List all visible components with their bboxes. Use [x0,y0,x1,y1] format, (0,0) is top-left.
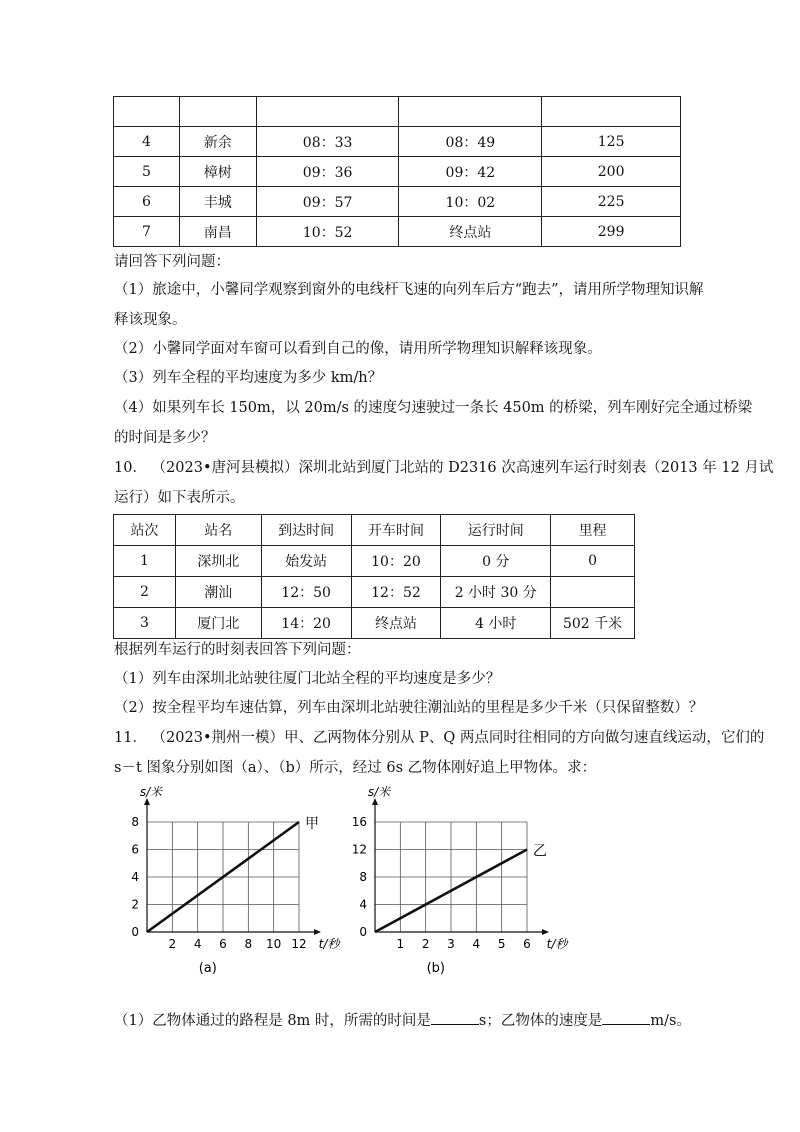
origin-label: 0 [131,925,139,939]
y-tick-label: 8 [359,870,367,884]
q10-sub1: （1）列车由深圳北站驶往厦门北站全程的平均速度是多少？ [114,671,501,687]
chart-caption: (a) [198,961,217,976]
x-tick-label: 2 [168,937,177,951]
x-tick-label: 3 [447,937,455,951]
x-tick-label: 2 [421,937,430,951]
table-row [114,97,681,127]
answer-blank[interactable] [431,1010,479,1025]
y-tick-label: 4 [359,897,367,912]
table-header-row [114,515,635,546]
column-header: 里程 [551,515,635,546]
table-row: 6 丰城 09：57 10：02 225 [114,187,681,217]
column-header: 站名 [175,515,261,546]
x-tick-label: 6 [523,937,531,951]
x-tick-label: 6 [219,937,227,951]
q9-sub2: （2）小馨同学面对车窗可以看到自己的像，请用所学物理知识解释该现象。 [114,341,602,357]
chart-a [110,785,350,985]
q9-prompt: 请回答下列问题： [114,254,230,270]
q11-sub1: （1）乙物体通过的路程是 8m 时，所需的时间是 s；乙物体的速度是 m/s。 [114,1010,691,1031]
q9-sub4-cont: 的时间是多少？ [114,430,216,446]
y-axis-label: s/米 [139,785,163,799]
y-tick-label: 6 [131,842,139,857]
q10-sub2: （2）按全程平均车速估算，列车由深圳北站驶往潮汕站的里程是多少千米（只保留整数）？ [114,700,704,716]
chart-caption: (b) [426,961,446,976]
timetable-continued [113,96,681,247]
q10-prompt: 根据列车运行的时刻表回答下列问题： [114,642,361,658]
x-tick-label: 8 [244,937,253,951]
train-timetable [113,514,635,639]
y-tick-label: 2 [131,897,139,912]
x-tick-label: 12 [291,937,307,951]
table-row: 7 南昌 10：52 终点站 299 [114,217,681,247]
y-axis-arrow [372,798,378,805]
series-label: 甲 [305,816,319,832]
table-row: 4 新余 08：33 08：49 125 [114,127,681,157]
y-tick-label: 8 [131,815,139,829]
column-header: 站次 [114,515,176,546]
y-tick-label: 4 [131,870,139,884]
origin-label: 0 [359,925,367,939]
x-tick-label: 4 [193,937,202,951]
x-tick-label: 10 [266,937,282,951]
x-axis-label: t/秒 [318,937,340,951]
column-header: 到达时间 [261,515,351,546]
column-header: 开车时间 [351,515,441,546]
q10-stem: 10． （2023•唐河县模拟）深圳北站到厦门北站的 D2316 次高速列车运行时刻表（2013 年 12 月试 [114,460,774,476]
q10-stem-cont: 运行）如下表所示。 [114,490,245,506]
x-tick-label: 5 [497,937,506,951]
table-row: 2 潮汕 12：50 12：52 2 小时 30 分 [114,577,635,608]
q11-stem: 11． （2023•荆州一模）甲、乙两物体分别从 P、Q 两点同时往相同的方向做匀速直线运动，它们的 [114,730,765,746]
x-axis-arrow [314,929,321,935]
x-tick-label: 4 [472,937,481,951]
table-row: 5 樟树 09：36 09：42 200 [114,157,681,187]
table-row: 1 深圳北 始发站 10：20 0 分 0 [114,546,635,577]
y-axis-label: s/米 [367,785,391,799]
y-tick-label: 12 [351,842,367,857]
q9-sub3: （3）列车全程的平均速度为多少 km/h？ [114,370,383,386]
answer-blank[interactable] [602,1010,650,1025]
x-axis-arrow [542,929,549,935]
x-axis-label: t/秒 [546,937,568,951]
x-tick-label: 1 [396,937,405,951]
y-tick-label: 16 [351,815,367,829]
q11-stem-cont: s－t 图象分别如图（a）、（b）所示，经过 6s 乙物体刚好追上甲物体。求： [114,760,597,776]
series-label: 乙 [533,843,547,860]
table-row: 3 厦门北 14：20 终点站 4 小时 502 千米 [114,608,635,639]
chart-b [335,785,575,985]
y-axis-arrow [144,798,150,805]
column-header: 运行时间 [441,515,551,546]
q9-sub4: （4）如果列车长 150m，以 20m/s 的速度匀速驶过一条长 450m 的桥梁，列车刚好完全通过桥梁 [114,400,753,416]
q9-sub1: （1）旅途中，小馨同学观察到窗外的电线杆飞速的向列车后方“跑去”，请用所学物理知识解 [114,282,704,298]
q9-sub1-cont: 释该现象。 [114,312,187,328]
